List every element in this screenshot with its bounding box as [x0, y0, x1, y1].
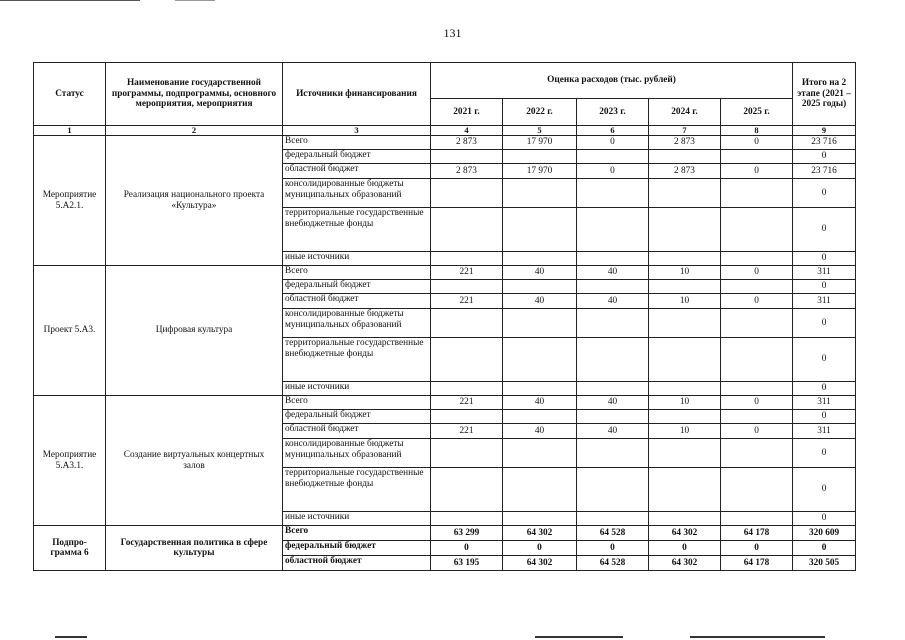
year-value: 0 [721, 266, 793, 280]
total-value: 0 [793, 150, 856, 164]
year-value [721, 410, 793, 424]
funding-source: Всего [283, 136, 431, 150]
year-value: 40 [503, 396, 577, 410]
scan-edge-line [535, 636, 623, 638]
header-total: Итого на 2 этапе (2021 – 2025 годы) [793, 63, 856, 126]
header-year: 2025 г. [721, 99, 793, 126]
year-value [721, 512, 793, 526]
funding-source: областной бюджет [283, 164, 431, 179]
year-value [431, 410, 503, 424]
year-value [721, 208, 793, 252]
year-value [649, 252, 721, 266]
year-value: 40 [503, 294, 577, 309]
year-value: 221 [431, 424, 503, 439]
total-value: 0 [793, 439, 856, 468]
column-index: 3 [283, 126, 431, 136]
funding-source: федеральный бюджет [283, 410, 431, 424]
column-index: 5 [503, 126, 577, 136]
funding-source: консолидированные бюджеты муниципальных образований [283, 179, 431, 208]
year-value: 64 178 [721, 526, 793, 541]
year-value [503, 468, 577, 512]
year-value: 0 [577, 136, 649, 150]
year-value: 0 [721, 424, 793, 439]
total-value: 320 609 [793, 526, 856, 541]
year-value [577, 179, 649, 208]
year-value: 0 [503, 541, 577, 556]
year-value: 10 [649, 396, 721, 410]
year-value: 40 [503, 266, 577, 280]
scan-edge-line [0, 0, 140, 1]
year-value: 2 873 [649, 164, 721, 179]
year-value: 221 [431, 266, 503, 280]
year-value [431, 150, 503, 164]
funding-source: территориальные государственные внебюджетные фонды [283, 338, 431, 382]
scan-edge-line [690, 636, 825, 638]
year-value [649, 439, 721, 468]
table-row [34, 136, 856, 150]
year-value [649, 512, 721, 526]
year-value [649, 208, 721, 252]
year-value [577, 280, 649, 294]
total-value: 0 [793, 468, 856, 512]
scan-edge-line [175, 0, 215, 1]
row-status: Проект 5.А3. [34, 266, 106, 396]
year-value: 64 302 [503, 556, 577, 571]
funding-source: Всего [283, 266, 431, 280]
page-number: 131 [443, 26, 462, 40]
year-value: 2 873 [431, 164, 503, 179]
year-value: 0 [721, 164, 793, 179]
year-value [577, 410, 649, 424]
year-value [503, 252, 577, 266]
year-value: 0 [721, 294, 793, 309]
table-row [34, 266, 856, 280]
year-value [577, 309, 649, 338]
year-value [649, 280, 721, 294]
year-value: 64 302 [649, 526, 721, 541]
total-value: 0 [793, 338, 856, 382]
year-value [503, 338, 577, 382]
header-sources: Источники финансирования [283, 63, 431, 126]
row-name: Реализация национального проекта «Культура» [106, 136, 283, 266]
funding-source: территориальные государственные внебюджетные фонды [283, 468, 431, 512]
header-year: 2021 г. [431, 99, 503, 126]
year-value: 64 302 [503, 526, 577, 541]
year-value [577, 382, 649, 396]
total-value: 0 [793, 382, 856, 396]
year-value [649, 468, 721, 512]
row-name: Государственная политика в сфере культуры [106, 526, 283, 571]
total-value: 0 [793, 512, 856, 526]
year-value [577, 150, 649, 164]
year-value [503, 179, 577, 208]
year-value [721, 150, 793, 164]
year-value: 40 [503, 424, 577, 439]
year-value [431, 468, 503, 512]
funding-source: федеральный бюджет [283, 280, 431, 294]
year-value: 2 873 [431, 136, 503, 150]
year-value: 63 299 [431, 526, 503, 541]
year-value [503, 309, 577, 338]
year-value [503, 439, 577, 468]
year-value: 0 [721, 541, 793, 556]
funding-source: Всего [283, 396, 431, 410]
year-value: 0 [721, 396, 793, 410]
row-name: Создание виртуальных концертных залов [106, 396, 283, 526]
funding-source: федеральный бюджет [283, 150, 431, 164]
column-index: 4 [431, 126, 503, 136]
year-value: 64 528 [577, 526, 649, 541]
year-value [649, 382, 721, 396]
total-value: 23 716 [793, 136, 856, 150]
year-value [577, 512, 649, 526]
total-value: 0 [793, 179, 856, 208]
header-year: 2023 г. [577, 99, 649, 126]
year-value [577, 468, 649, 512]
total-value: 0 [793, 280, 856, 294]
year-value: 0 [721, 136, 793, 150]
funding-source: иные источники [283, 252, 431, 266]
year-value: 40 [577, 396, 649, 410]
year-value [649, 338, 721, 382]
year-value [503, 382, 577, 396]
total-value: 311 [793, 294, 856, 309]
column-index: 9 [793, 126, 856, 136]
header-status: Статус [34, 63, 106, 126]
year-value [431, 439, 503, 468]
funding-source: консолидированные бюджеты муниципальных образований [283, 439, 431, 468]
year-value: 10 [649, 294, 721, 309]
year-value [649, 150, 721, 164]
column-index: 8 [721, 126, 793, 136]
year-value [577, 252, 649, 266]
year-value [503, 512, 577, 526]
year-value [721, 179, 793, 208]
year-value: 40 [577, 294, 649, 309]
year-value [721, 280, 793, 294]
year-value [503, 280, 577, 294]
budget-table [33, 62, 856, 571]
year-value [431, 179, 503, 208]
year-value: 40 [577, 266, 649, 280]
year-value: 0 [577, 164, 649, 179]
year-value [721, 468, 793, 512]
column-index: 6 [577, 126, 649, 136]
column-index: 1 [34, 126, 106, 136]
year-value: 221 [431, 294, 503, 309]
total-value: 0 [793, 208, 856, 252]
total-value: 0 [793, 410, 856, 424]
year-value: 221 [431, 396, 503, 410]
total-value: 311 [793, 424, 856, 439]
year-value [431, 252, 503, 266]
row-status: Подпро- грамма 6 [34, 526, 106, 571]
funding-source: областной бюджет [283, 556, 431, 571]
year-value [431, 338, 503, 382]
funding-source: иные источники [283, 512, 431, 526]
total-value: 0 [793, 252, 856, 266]
funding-source: консолидированные бюджеты муниципальных образований [283, 309, 431, 338]
year-value: 63 195 [431, 556, 503, 571]
funding-source: федеральный бюджет [283, 541, 431, 556]
row-status: Мероприятие 5.А2.1. [34, 136, 106, 266]
year-value [577, 439, 649, 468]
total-value: 0 [793, 541, 856, 556]
row-name: Цифровая культура [106, 266, 283, 396]
header-year: 2022 г. [503, 99, 577, 126]
year-value [577, 208, 649, 252]
total-value: 311 [793, 266, 856, 280]
table-row [34, 526, 856, 541]
funding-source: Всего [283, 526, 431, 541]
funding-source: областной бюджет [283, 294, 431, 309]
year-value [503, 208, 577, 252]
total-value: 311 [793, 396, 856, 410]
year-value [649, 179, 721, 208]
year-value: 17 970 [503, 164, 577, 179]
year-value [431, 382, 503, 396]
year-value: 2 873 [649, 136, 721, 150]
year-value [721, 309, 793, 338]
funding-source: иные источники [283, 382, 431, 396]
year-value [431, 208, 503, 252]
year-value [431, 512, 503, 526]
year-value: 64 528 [577, 556, 649, 571]
year-value: 0 [431, 541, 503, 556]
year-value: 10 [649, 266, 721, 280]
column-index: 2 [106, 126, 283, 136]
total-value: 320 505 [793, 556, 856, 571]
year-value: 0 [649, 541, 721, 556]
year-value: 40 [577, 424, 649, 439]
year-value: 0 [577, 541, 649, 556]
funding-source: областной бюджет [283, 424, 431, 439]
year-value [503, 150, 577, 164]
year-value [431, 309, 503, 338]
row-status: Мероприятие 5.А3.1. [34, 396, 106, 526]
year-value [649, 309, 721, 338]
year-value: 64 178 [721, 556, 793, 571]
year-value [721, 382, 793, 396]
year-value [577, 338, 649, 382]
year-value: 64 302 [649, 556, 721, 571]
total-value: 0 [793, 309, 856, 338]
year-value [721, 252, 793, 266]
year-value: 17 970 [503, 136, 577, 150]
year-value [721, 439, 793, 468]
year-value [503, 410, 577, 424]
funding-source: территориальные государственные внебюджетные фонды [283, 208, 431, 252]
year-value [721, 338, 793, 382]
year-value [649, 410, 721, 424]
header-name: Наименование государственной программы, подпрограммы, основного мероприятия, мероприятия [106, 63, 283, 126]
table-row [34, 396, 856, 410]
year-value [431, 280, 503, 294]
year-value: 10 [649, 424, 721, 439]
header-year: 2024 г. [649, 99, 721, 126]
total-value: 23 716 [793, 164, 856, 179]
column-index: 7 [649, 126, 721, 136]
scan-edge-line [55, 636, 87, 638]
header-estimate: Оценка расходов (тыс. рублей) [431, 63, 793, 99]
